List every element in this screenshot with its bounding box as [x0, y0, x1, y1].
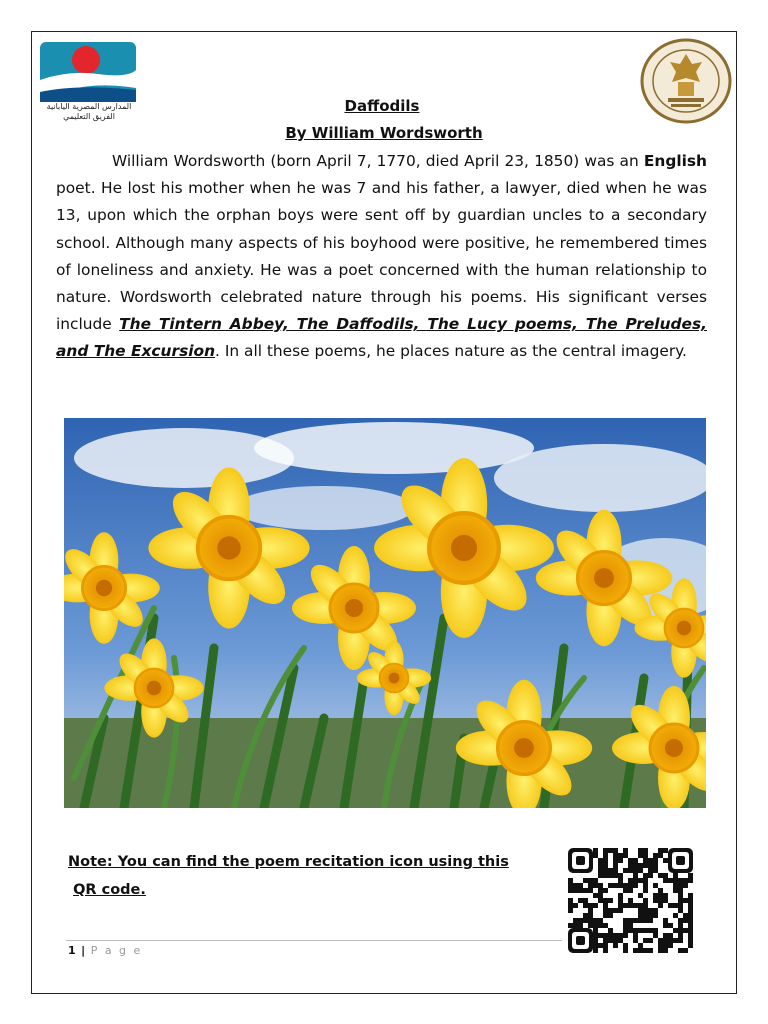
- page-number: 1: [68, 944, 76, 957]
- intro-text-1: William Wordsworth (born April 7, 1770, died April 23, 1850) was an: [112, 152, 644, 170]
- qr-code-icon[interactable]: [566, 846, 696, 954]
- qr-note: [68, 848, 538, 904]
- intro-bold-word: English: [643, 152, 707, 170]
- daffodils-photo: [64, 418, 706, 808]
- intro-text-2: poet. He lost his mother when he was 7 and his father, a lawyer, died when he was 13, upon which the orphan boys were sent off by guardian uncles to a secondary school. Although many aspects of his boyhood were positive, he remembered times of loneliness and anxiety. He was a poet concerned with the human relationship to nature. Wordsworth celebrated nature through his poems. His significant verses include: [56, 179, 707, 334]
- poem-byline: By William Wordsworth: [285, 124, 483, 142]
- works-list: The Tintern Abbey, The Daffodils, The Lucy poems, The Preludes, and The Excursion: [56, 315, 707, 361]
- poem-title: Daffodils: [344, 97, 420, 115]
- school-logo-caption: المدارس المصرية اليابانية الفريق التعليمي: [46, 102, 132, 121]
- page-separator: |: [81, 944, 86, 957]
- biography-paragraph: [56, 148, 707, 366]
- footer-divider: [66, 940, 562, 941]
- page-footer: [68, 944, 142, 957]
- intro-text-3: . In all these poems, he places nature as the central imagery.: [215, 342, 687, 361]
- note-line-1: Note: You can find the poem recitation icon using this: [68, 854, 509, 870]
- note-line-2: QR code.: [73, 882, 146, 898]
- page-label: P a g e: [90, 944, 143, 957]
